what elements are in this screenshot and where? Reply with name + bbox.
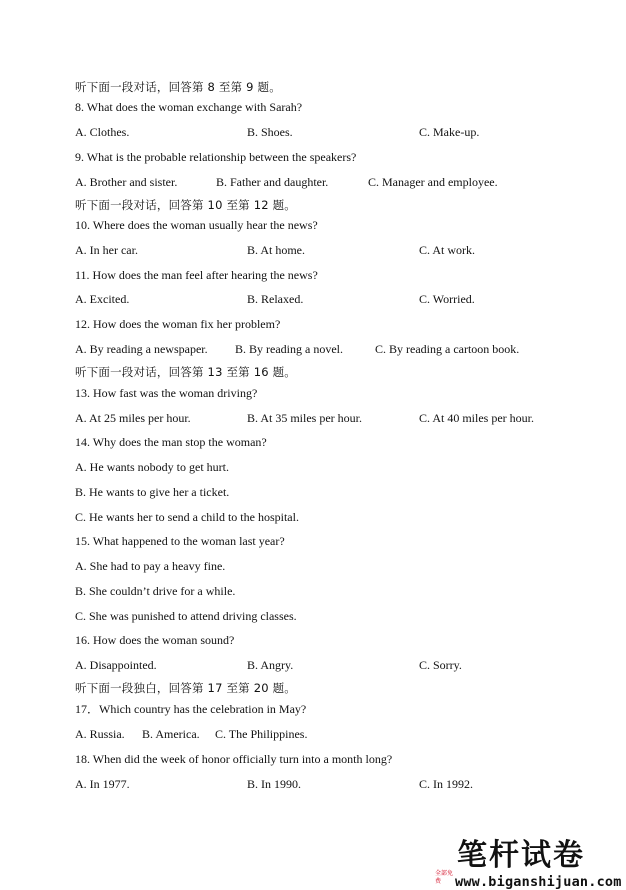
question-17: 17．Which country has the celebration in May? xyxy=(75,702,307,716)
question-12: 12. How does the woman fix her problem? xyxy=(75,317,281,331)
section-instruction: 听下面一段对话，回答第 8 至第 9 题。 xyxy=(75,80,281,94)
site-watermark xyxy=(435,838,622,890)
option-c: C. Sorry. xyxy=(419,658,462,672)
option-b: B. In 1990. xyxy=(247,777,301,791)
option-a: A. At 25 miles per hour. xyxy=(75,411,191,425)
option-c: C. Manager and employee. xyxy=(368,175,498,189)
option-a: A. Russia. xyxy=(75,727,125,741)
option-15b: B. She couldn’t drive for a while. xyxy=(75,584,236,598)
option-c: C. At 40 miles per hour. xyxy=(419,411,534,425)
option-b: B. Father and daughter. xyxy=(216,175,329,189)
question-15: 15. What happened to the woman last year? xyxy=(75,534,285,548)
watermark-title: 笔杆试卷 xyxy=(457,838,585,873)
option-a: A. In her car. xyxy=(75,243,138,257)
option-c: C. By reading a cartoon book. xyxy=(375,342,520,356)
option-c: C. Make-up. xyxy=(419,125,480,139)
option-b: B. At 35 miles per hour. xyxy=(247,411,362,425)
watermark-url: www.biganshijuan.com xyxy=(455,874,622,890)
question-13: 13. How fast was the woman driving? xyxy=(75,386,258,400)
option-b: B. At home. xyxy=(247,243,306,257)
question-14: 14. Why does the man stop the woman? xyxy=(75,435,267,449)
option-a: A. By reading a newspaper. xyxy=(75,342,208,356)
section-instruction: 听下面一段独白，回答第 17 至第 20 题。 xyxy=(75,681,296,695)
option-14c: C. He wants her to send a child to the hospital. xyxy=(75,510,299,524)
option-b: B. America. xyxy=(142,727,200,741)
option-14b: B. He wants to give her a ticket. xyxy=(75,485,230,499)
option-b: B. Angry. xyxy=(247,658,294,672)
option-15c: C. She was punished to attend driving classes. xyxy=(75,609,297,623)
option-14a: A. He wants nobody to get hurt. xyxy=(75,460,229,474)
option-a: A. Clothes. xyxy=(75,125,130,139)
option-c: C. The Philippines. xyxy=(215,727,308,741)
option-a: A. Brother and sister. xyxy=(75,175,178,189)
option-b: B. By reading a novel. xyxy=(235,342,343,356)
option-a: A. Excited. xyxy=(75,292,130,306)
section-instruction: 听下面一段对话，回答第 10 至第 12 题。 xyxy=(75,198,296,212)
question-18: 18. When did the week of honor officially turn into a month long? xyxy=(75,752,393,766)
question-16: 16. How does the woman sound? xyxy=(75,633,235,647)
option-c: C. Worried. xyxy=(419,292,475,306)
section-instruction: 听下面一段对话，回答第 13 至第 16 题。 xyxy=(75,365,296,379)
option-b: B. Shoes. xyxy=(247,125,293,139)
question-10: 10. Where does the woman usually hear the news? xyxy=(75,218,318,232)
question-11: 11. How does the man feel after hearing the news? xyxy=(75,268,318,282)
option-b: B. Relaxed. xyxy=(247,292,304,306)
option-15a: A. She had to pay a heavy fine. xyxy=(75,559,226,573)
question-9: 9. What is the probable relationship between the speakers? xyxy=(75,150,357,164)
option-a: A. In 1977. xyxy=(75,777,130,791)
watermark-tag: 全部免费 xyxy=(435,870,454,885)
option-c: C. At work. xyxy=(419,243,476,257)
option-a: A. Disappointed. xyxy=(75,658,157,672)
option-c: C. In 1992. xyxy=(419,777,473,791)
question-8: 8. What does the woman exchange with Sarah? xyxy=(75,100,303,114)
